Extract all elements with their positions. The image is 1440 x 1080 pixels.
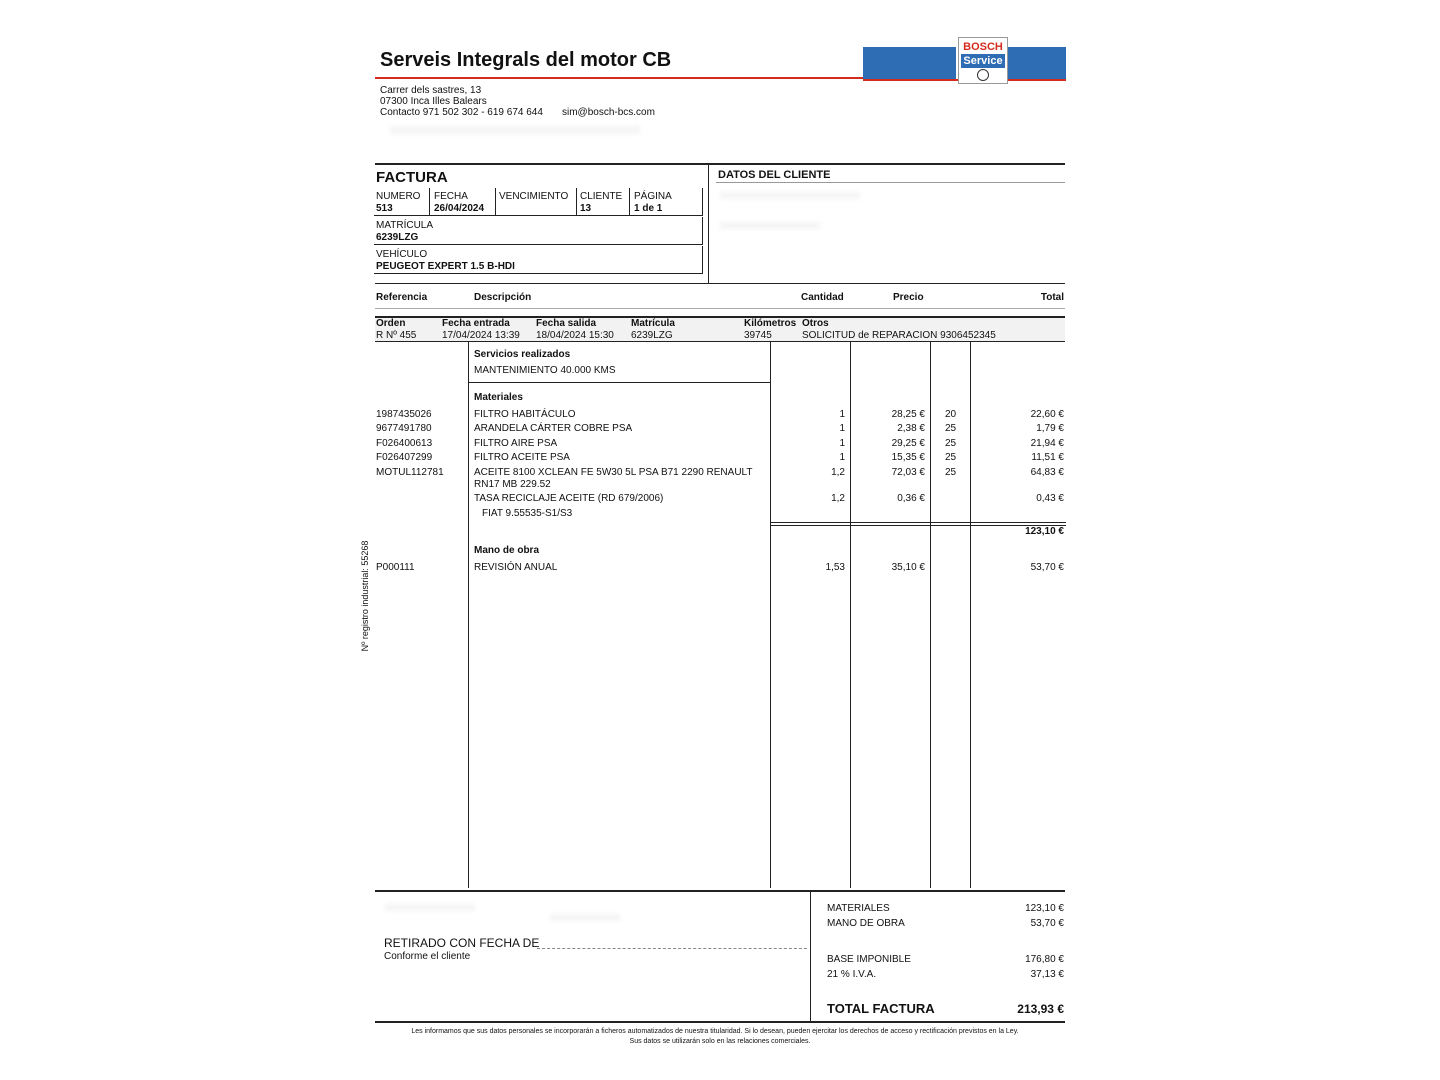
company-contact: Contacto 971 502 302 - 619 674 644: [380, 107, 543, 118]
materiales-subtotal: 123,10 €: [1025, 526, 1064, 537]
footer-divider: [810, 891, 811, 1021]
fecha-value: 26/04/2024: [434, 203, 485, 214]
material-desc: ARANDELA CÁRTER COBRE PSA: [474, 423, 633, 434]
col-cantidad: Cantidad: [801, 292, 844, 303]
material-price: 72,03 €: [891, 467, 925, 478]
invoice-title: FACTURA: [376, 169, 448, 186]
bosch-logo-text: BOSCH: [963, 41, 1003, 53]
otros-value: SOLICITUD de REPARACION 9306452345: [802, 330, 996, 341]
col-descripcion: Descripción: [474, 292, 532, 303]
rule: [495, 188, 496, 215]
entrada-label: Fecha entrada: [442, 318, 510, 329]
grid-line: [850, 342, 851, 888]
material-desc: ACEITE 8100 XCLEAN FE 5W30 5L PSA B71 2290 RENAULT: [474, 467, 753, 478]
sum-mano-value: 53,70 €: [1030, 918, 1064, 929]
material-qty: 1: [839, 409, 845, 420]
blurred-text: [720, 192, 860, 199]
material-qty: 1: [839, 438, 845, 449]
material-dto: 25: [945, 467, 957, 478]
material-total: 1,79 €: [1036, 423, 1064, 434]
material-ref: MOTUL112781: [376, 467, 444, 478]
material-total: 22,60 €: [1030, 409, 1064, 420]
header-red-rule: [375, 77, 865, 79]
material-dto: 25: [945, 423, 957, 434]
material-ref: F026400613: [376, 438, 433, 449]
mano-total: 53,70 €: [1030, 562, 1064, 573]
material-total: 64,83 €: [1030, 467, 1064, 478]
datos-cliente-title: DATOS DEL CLIENTE: [718, 169, 831, 181]
iva-value: 37,13 €: [1030, 969, 1064, 980]
material-qty: 1: [839, 423, 845, 434]
servicios-heading: Servicios realizados: [474, 349, 571, 360]
grid-line: [930, 342, 931, 888]
matricula-value: 6239LZG: [376, 232, 419, 243]
grid-line: [468, 342, 469, 888]
entrada-value: 17/04/2024 13:39: [442, 330, 520, 341]
pagina-value: 1 de 1: [634, 203, 663, 214]
otros-label: Otros: [802, 318, 829, 329]
grid-line: [970, 342, 971, 888]
footer-bottom-rule: [375, 1021, 1065, 1023]
material-ref: 9677491780: [376, 423, 432, 434]
material-ref: 1987435026: [376, 409, 432, 420]
sum-materiales-label: MATERIALES: [827, 903, 890, 914]
conforme-cliente: Conforme el cliente: [384, 951, 471, 962]
total-factura-label: TOTAL FACTURA: [827, 1001, 935, 1016]
base-value: 176,80 €: [1025, 954, 1064, 965]
rule: [629, 188, 630, 215]
material-dto: 25: [945, 438, 957, 449]
material-qty: 1,2: [831, 467, 845, 478]
order-matricula-label: Matrícula: [631, 318, 675, 329]
footer-rule: [375, 890, 1065, 892]
rule: [576, 188, 577, 215]
tasa-qty: 1,2: [831, 493, 845, 504]
rule: [429, 188, 430, 215]
mano-qty: 1,53: [825, 562, 845, 573]
col-referencia: Referencia: [376, 292, 428, 303]
tasa-desc: TASA RECICLAJE ACEITE (RD 679/2006): [474, 493, 664, 504]
service-logo-text: Service: [961, 54, 1005, 68]
material-desc-line2: RN17 MB 229.52: [474, 479, 551, 490]
mano-ref: P000111: [376, 562, 415, 573]
numero-label: NUMERO: [376, 191, 421, 202]
retirado-label: RETIRADO CON FECHA DE: [384, 936, 540, 950]
km-label: Kilómetros: [744, 318, 797, 329]
company-email: sim@bosch-bcs.com: [562, 107, 655, 118]
material-desc: FILTRO HABITÁCULO: [474, 409, 576, 420]
registro-industrial: Nº registro industrial: 55268: [360, 540, 370, 652]
material-desc: FILTRO ACEITE PSA: [474, 452, 570, 463]
col-total: Total: [1040, 292, 1064, 303]
salida-value: 18/04/2024 15:30: [536, 330, 614, 341]
grid-line: [468, 382, 770, 383]
bosch-armature-icon: [977, 69, 989, 81]
material-price: 2,38 €: [897, 423, 925, 434]
material-total: 11,51 €: [1031, 452, 1064, 463]
company-address1: Carrer dels sastres, 13: [380, 85, 482, 96]
mano-price: 35,10 €: [891, 562, 925, 573]
pagina-label: PÁGINA: [634, 191, 672, 202]
mano-obra-heading: Mano de obra: [474, 545, 540, 556]
legal-line-2: Sus datos se utilizarán solo en las relaciones comerciales.: [629, 1038, 811, 1045]
blurred-text: [390, 126, 640, 134]
sum-materiales-value: 123,10 €: [1025, 903, 1064, 914]
vehiculo-label: VEHÍCULO: [376, 249, 428, 260]
fiat-spec: FIAT 9.55535-S1/S3: [482, 508, 573, 519]
base-label: BASE IMPONIBLE: [827, 954, 911, 965]
company-address2: 07300 Inca Illes Balears: [380, 96, 487, 107]
servicios-item: MANTENIMIENTO 40.000 KMS: [474, 365, 616, 376]
blurred-text: [385, 904, 475, 911]
cliente-label: CLIENTE: [580, 191, 623, 202]
orden-label: Orden: [376, 318, 406, 329]
rule-cliente: [716, 182, 1065, 183]
matricula-label: MATRÍCULA: [376, 220, 434, 231]
blurred-text: [550, 914, 620, 921]
total-factura-value: 213,93 €: [1017, 1002, 1064, 1016]
cliente-value: 13: [580, 203, 592, 214]
km-value: 39745: [744, 330, 772, 341]
material-ref: F026407299: [376, 452, 433, 463]
vehiculo-value: PEUGEOT EXPERT 1.5 B-HDI: [376, 261, 515, 272]
bosch-logo: [958, 37, 1008, 84]
rule-top: [375, 163, 1065, 165]
materiales-heading: Materiales: [474, 392, 523, 403]
retirado-fecha-line: [537, 948, 807, 949]
vencimiento-label: VENCIMIENTO: [499, 191, 569, 202]
company-name: Serveis Integrals del motor CB: [380, 49, 672, 71]
subtotal-rule: [770, 522, 1066, 523]
fecha-label: FECHA: [434, 191, 468, 202]
blurred-text: [720, 222, 820, 229]
rule: [375, 283, 1065, 284]
rule-vertical: [708, 163, 709, 284]
material-dto: 25: [945, 452, 957, 463]
iva-label: 21 % I.V.A.: [827, 969, 877, 980]
orden-value: R Nº 455: [376, 330, 417, 341]
material-qty: 1: [839, 452, 845, 463]
material-price: 15,35 €: [891, 452, 925, 463]
material-dto: 20: [945, 409, 957, 420]
mano-desc: REVISIÓN ANUAL: [474, 562, 558, 573]
sum-mano-label: MANO DE OBRA: [827, 918, 905, 929]
grid-line: [770, 342, 771, 888]
rule: [375, 308, 1065, 309]
tasa-total: 0,43 €: [1036, 493, 1064, 504]
col-precio: Precio: [893, 292, 924, 303]
legal-line-1: Les informamos que sus datos personales se incorporarán a ficheros automatizados de nuestra titularidad. Si lo desean, pueden ejercitar los derechos de acceso y rectificación previstos en la Ley.: [411, 1028, 1019, 1035]
salida-label: Fecha salida: [536, 318, 597, 329]
material-desc: FILTRO AIRE PSA: [474, 438, 558, 449]
order-matricula-value: 6239LZG: [631, 330, 673, 341]
tasa-price: 0,36 €: [897, 493, 925, 504]
material-total: 21,94 €: [1030, 438, 1064, 449]
numero-value: 513: [376, 203, 393, 214]
material-price: 28,25 €: [891, 409, 925, 420]
material-price: 29,25 €: [891, 438, 925, 449]
